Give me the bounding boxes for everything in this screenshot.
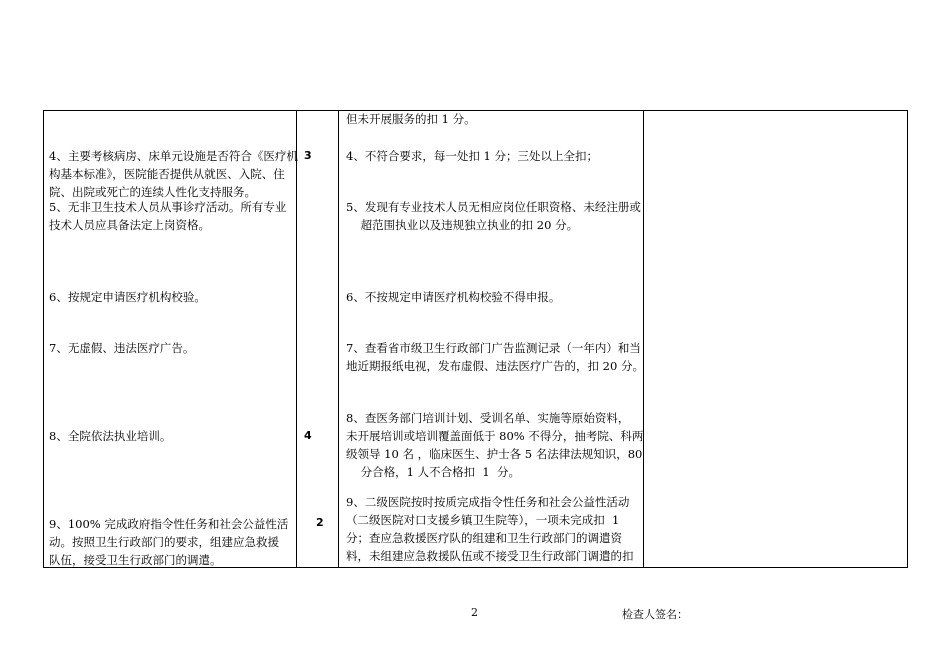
column-divider-2 bbox=[338, 110, 339, 568]
row-2-deduction-text: 5、发现有专业技术人员无相应岗位任职资格、未经注册或 超范围执业以及违规独立执业的扣 20 分。 bbox=[346, 200, 641, 232]
row-5-deduction-text: 8、查医务部门培训计划、受训名单、实施等原始资料， 未开展培训或培训覆盖面低于 80% 不得分，抽考院、科两 级领导 10 名 ，临床医生、护士各 5 名法律法规知识，80 分合格，1 人不合格扣 1 分。 bbox=[346, 411, 644, 479]
page-number: 2 bbox=[471, 606, 478, 619]
row-6-requirement-text: 9、100% 完成政府指令性任务和社会公益性活 动。按照卫生行政部门的要求，组建应急救援 队伍，接受卫生行政部门的调遣。 bbox=[49, 517, 289, 567]
row-1-deduction-text: 4、不符合要求，每一处扣 1 分；三处以上全扣； bbox=[346, 149, 598, 163]
row-4-requirement-text: 7、无虚假、违法医疗广告。 bbox=[49, 341, 195, 355]
table-left-border bbox=[43, 110, 44, 568]
table-right-border bbox=[907, 110, 908, 568]
row-6-score: 2 bbox=[316, 516, 324, 529]
row-4-deduction-text: 7、查看省市级卫生行政部门广告监测记录（一年内）和当 地近期报纸电视，发布虚假、违法医疗广告的，扣 20 分。 bbox=[346, 341, 644, 373]
row-3-deduction-text: 6、不按规定申请医疗机构校验不得申报。 bbox=[346, 290, 561, 304]
evaluation-table bbox=[43, 110, 908, 568]
row-0-deduction-text: 但未开展服务的扣 1 分。 bbox=[346, 112, 476, 126]
row-5-requirement-text: 8、全院依法执业培训。 bbox=[49, 429, 172, 443]
row-3-requirement-text: 6、按规定申请医疗机构校验。 bbox=[49, 290, 206, 304]
row-5-score: 4 bbox=[304, 429, 312, 442]
row-2-requirement-text: 5、无非卫生技术人员从事诊疗活动。所有专业 技术人员应具备法定上岗资格。 bbox=[49, 200, 287, 232]
row-6-deduction-text: 9、二级医院按时按质完成指令性任务和社会公益性活动 （二级医院对口支援乡镇卫生院等），一项未完成扣 1 分；查应急救援医疗队的组建和卫生行政部门的调遣资 料，未组建应急救援队伍或不接受卫生行政部门调遣的扣 bbox=[346, 495, 634, 563]
inspector-signature-label: 检查人签名： bbox=[622, 608, 688, 621]
row-1-score: 3 bbox=[304, 149, 312, 162]
row-1-requirement-text: 4、主要考核病房、床单元设施是否符合《医疗机 构基本标准》，医院能否提供从就医、入院、住 院、出院或死亡的连续人性化支持服务。 bbox=[49, 149, 298, 199]
